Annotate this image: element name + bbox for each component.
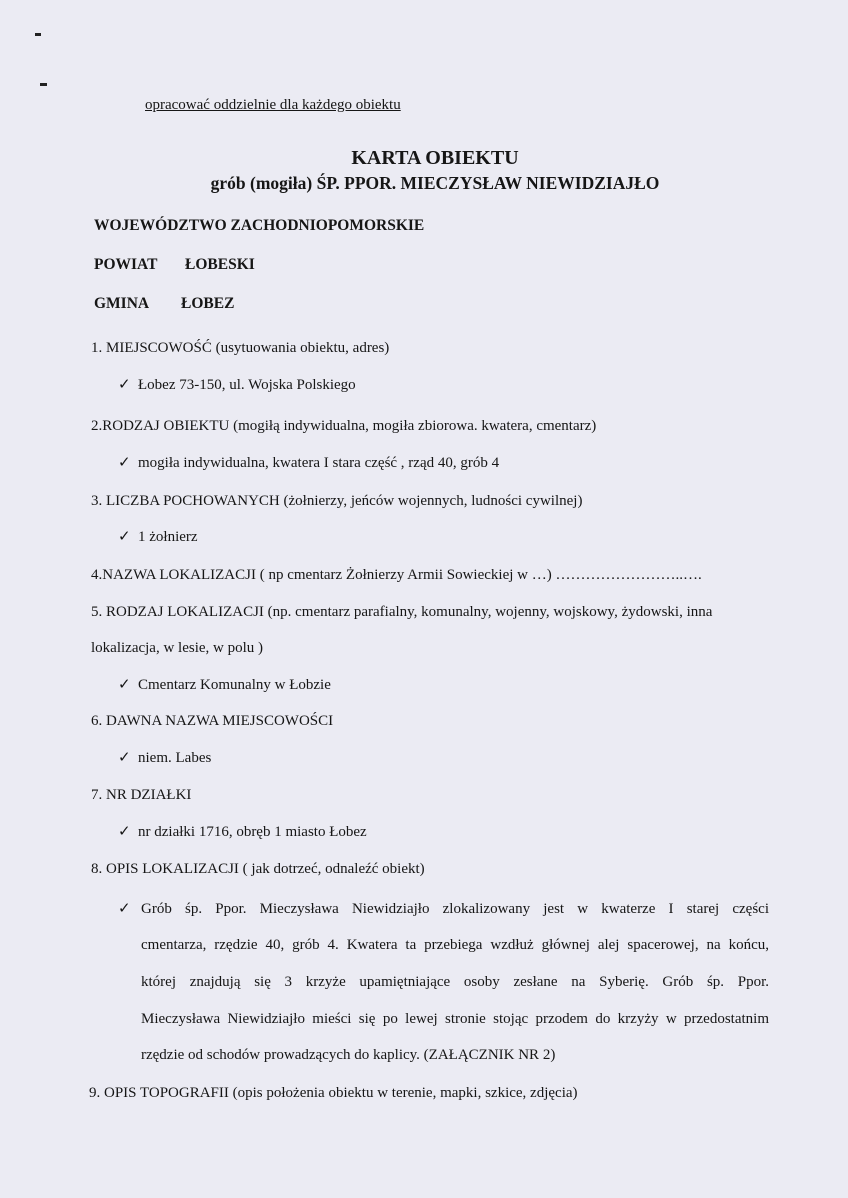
section-2-answer xyxy=(118,454,499,472)
powiat-value: ŁOBESKI xyxy=(185,256,255,273)
check-icon: ✓ xyxy=(118,677,131,693)
section-1-label: 1. MIEJSCOWOŚĆ (usytuowania obiektu, adres) xyxy=(91,340,390,356)
scan-mark xyxy=(40,83,47,86)
section-9-label: 9. OPIS TOPOGRAFII (opis położenia obiektu w terenie, mapki, szkice, zdjęcia) xyxy=(89,1085,578,1101)
section-7-label: 7. NR DZIAŁKI xyxy=(91,787,192,803)
scan-mark xyxy=(35,33,41,36)
answer-text: niem. Labes xyxy=(138,750,212,766)
gmina-value: ŁOBEZ xyxy=(181,295,235,312)
section-8-check xyxy=(118,900,138,918)
section-6-label: 6. DAWNA NAZWA MIEJSCOWOŚCI xyxy=(91,713,334,729)
section-4-label: 4.NAZWA LOKALIZACJI ( np cmentarz Żołnierzy Armii Sowieckiej w …) ……………………..…. xyxy=(91,567,702,583)
answer-text: 1 żołnierz xyxy=(138,529,198,545)
check-icon: ✓ xyxy=(118,455,131,471)
section-8-answer-line: rzędzie od schodów prowadzących do kaplicy. (ZAŁĄCZNIK NR 2) xyxy=(141,1047,556,1063)
section-5-answer xyxy=(118,676,331,694)
voivodeship: WOJEWÓDZTWO ZACHODNIOPOMORSKIE xyxy=(94,217,425,234)
section-8-label: 8. OPIS LOKALIZACJI ( jak dotrzeć, odnaleźć obiekt) xyxy=(91,861,425,877)
check-icon: ✓ xyxy=(118,750,131,766)
answer-text: nr działki 1716, obręb 1 miasto Łobez xyxy=(138,824,367,840)
section-8-answer-line: której znajdują się 3 krzyże upamiętniające osoby zesłane na Syberię. Grób śp. Ppor. xyxy=(141,974,769,990)
answer-text: mogiła indywidualna, kwatera I stara część , rząd 40, grób 4 xyxy=(138,455,500,471)
section-8-answer-line: Mieczysława Niewidziajło mieści się po lewej stronie stojąc przodem do krzyży w przedostatnim xyxy=(141,1011,769,1027)
powiat-label: POWIAT xyxy=(94,256,158,273)
document-subtitle: grób (mogiła) ŚP. PPOR. MIECZYSŁAW NIEWIDZIAJŁO xyxy=(210,173,660,193)
section-3-answer xyxy=(118,528,198,546)
section-5-label-line1: 5. RODZAJ LOKALIZACJI (np. cmentarz parafialny, komunalny, wojenny, wojskowy, żydowski, inna xyxy=(91,604,713,620)
section-2-label: 2.RODZAJ OBIEKTU (mogiłą indywidualna, mogiła zbiorowa. kwatera, cmentarz) xyxy=(91,418,597,434)
section-5-label-line2: lokalizacja, w lesie, w polu ) xyxy=(91,640,264,656)
check-icon: ✓ xyxy=(118,529,131,545)
section-6-answer xyxy=(118,749,211,767)
answer-text: Cmentarz Komunalny w Łobzie xyxy=(138,677,331,693)
section-8-answer-line: cmentarza, rzędzie 40, grób 4. Kwatera ta przebiega wzdłuż głównej alej spacerowej, na końcu, xyxy=(141,937,769,953)
section-3-label: 3. LICZBA POCHOWANYCH (żołnierzy, jeńców wojennych, ludności cywilnej) xyxy=(91,493,583,509)
answer-text: Łobez 73-150, ul. Wojska Polskiego xyxy=(138,377,356,393)
document-title: KARTA OBIEKTU xyxy=(351,147,519,169)
gmina-label: GMINA xyxy=(94,295,150,312)
section-1-answer xyxy=(118,376,356,394)
section-8-answer-line: Grób śp. Ppor. Mieczysława Niewidziajło zlokalizowany jest w kwaterze I starej części xyxy=(141,901,769,917)
section-7-answer xyxy=(118,823,367,841)
check-icon: ✓ xyxy=(118,901,131,917)
check-icon: ✓ xyxy=(118,377,131,393)
instruction-note: opracować oddzielnie dla każdego obiektu xyxy=(145,97,401,113)
check-icon: ✓ xyxy=(118,824,131,840)
